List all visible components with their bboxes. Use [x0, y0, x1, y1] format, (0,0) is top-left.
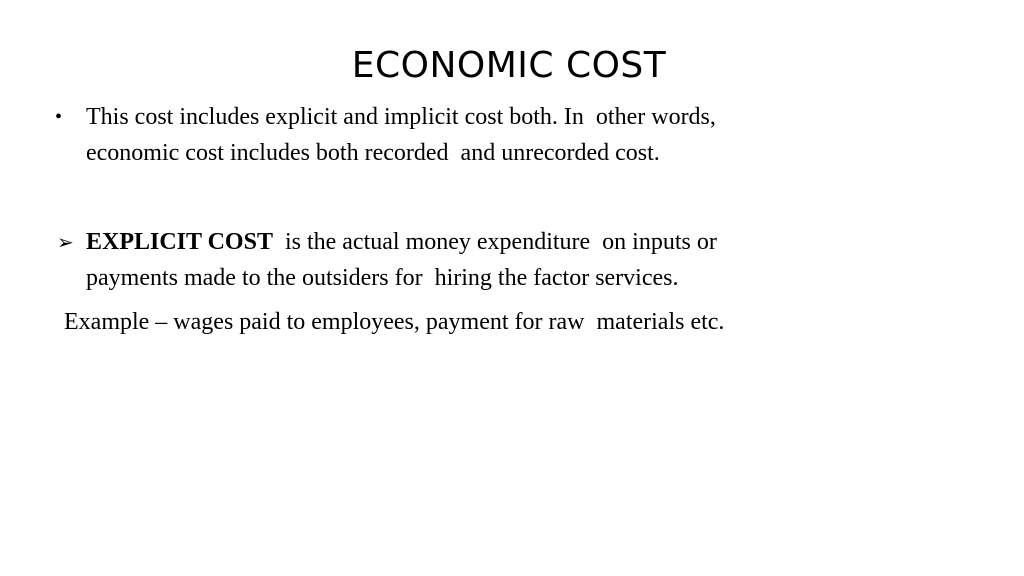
bullet-explicit-cost — [55, 224, 955, 296]
slide-title: ECONOMIC COST — [351, 45, 667, 86]
bullet-dot-icon: • — [55, 106, 63, 128]
explicit-cost-term: EXPLICIT COST — [86, 229, 273, 255]
bullet-text — [55, 99, 955, 171]
bullet-line-1: This cost includes explicit and implicit cost both. In other words, — [86, 104, 716, 130]
bullet-text — [55, 224, 955, 296]
bullet-economic-cost — [55, 99, 955, 171]
bullet-line-1 — [86, 224, 955, 260]
arrow-bullet-icon: ➢ — [57, 230, 74, 254]
bullet-line-2: economic cost includes both recorded and unrecorded cost. — [86, 140, 660, 166]
bullet-line-2: payments made to the outsiders for hiring the factor services. — [86, 265, 679, 291]
example-text: Example – wages paid to employees, payment for raw materials etc. — [64, 309, 725, 335]
explicit-cost-definition: is the actual money expenditure on inputs or — [272, 229, 717, 255]
